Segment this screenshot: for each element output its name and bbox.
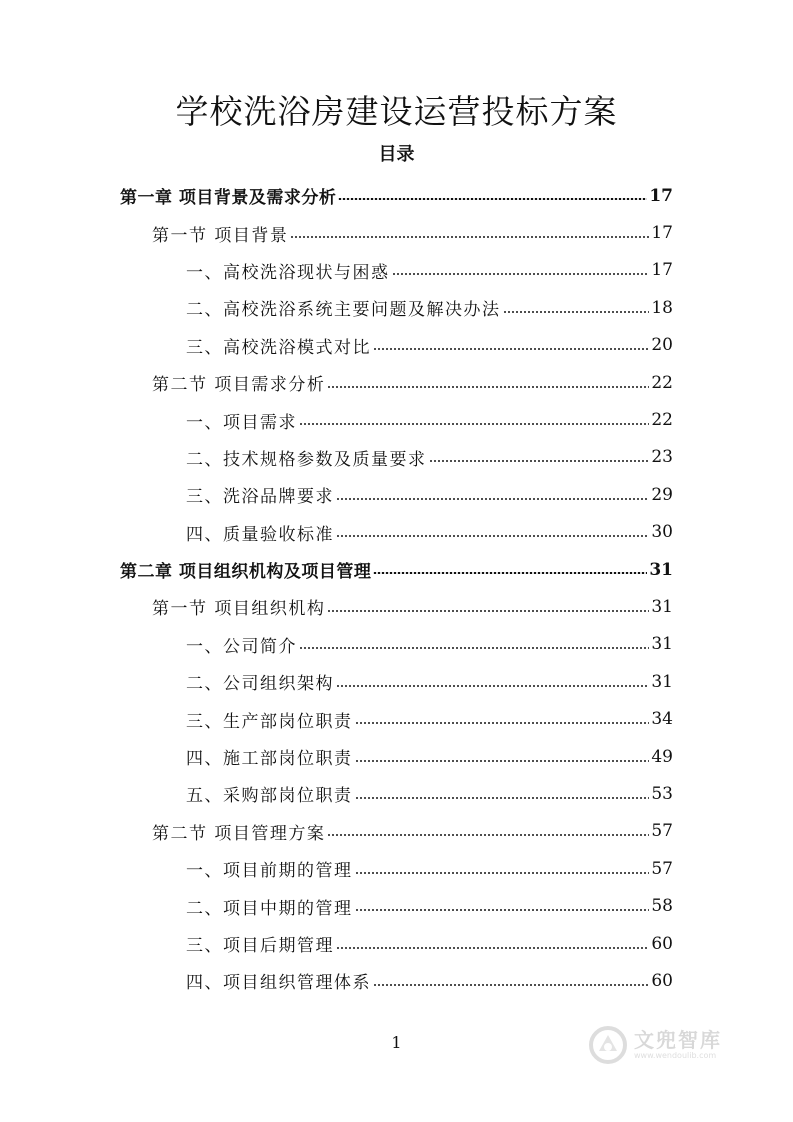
toc-entry-label: 四、质量验收标准 <box>186 524 334 545</box>
toc-leader-dots <box>327 834 649 836</box>
toc-entry-page: 17 <box>649 185 673 206</box>
toc-entry-page: 29 <box>651 484 673 505</box>
document-title: 学校洗浴房建设运营投标方案 <box>175 92 618 131</box>
toc-entry-page: 58 <box>651 896 673 917</box>
toc-entry[interactable] <box>0 327 793 364</box>
toc-entry-label: 第二章 项目组织机构及项目管理 <box>120 562 372 583</box>
toc-leader-dots <box>503 311 650 313</box>
toc-entry[interactable] <box>0 177 793 214</box>
page-number: 1 <box>391 1033 402 1052</box>
toc-leader-dots <box>299 647 649 649</box>
toc-leader-dots <box>373 572 647 575</box>
toc-entry-label: 一、公司简介 <box>186 636 297 657</box>
toc-entry-page: 23 <box>651 447 673 468</box>
toc-entry[interactable] <box>0 962 793 999</box>
toc-entry-page: 30 <box>651 522 673 543</box>
watermark-url: www.wendoulib.com <box>634 1051 717 1060</box>
toc-entry[interactable] <box>0 813 793 850</box>
toc-entry-page: 31 <box>651 596 673 617</box>
toc-entry-label: 一、项目前期的管理 <box>186 861 353 882</box>
toc-leader-dots <box>373 348 649 350</box>
toc-entry-page: 31 <box>649 559 673 580</box>
toc-leader-dots <box>327 610 649 612</box>
toc-leader-dots <box>355 909 650 911</box>
wendou-logo-icon <box>588 1025 628 1065</box>
toc-entry[interactable] <box>0 252 793 289</box>
toc-entry[interactable] <box>0 626 793 663</box>
toc-leader-dots <box>355 760 650 762</box>
toc-entry-label: 第一节 项目背景 <box>152 225 289 246</box>
toc-entry[interactable] <box>0 551 793 588</box>
toc-leader-dots <box>338 198 647 201</box>
toc-entry-label: 二、高校洗浴系统主要问题及解决办法 <box>186 300 501 321</box>
toc-entry-page: 53 <box>651 783 673 804</box>
toc-entry-label: 第一节 项目组织机构 <box>152 599 326 620</box>
toc-leader-dots <box>429 460 650 462</box>
toc-entry-label: 四、项目组织管理体系 <box>186 973 371 994</box>
toc-entry[interactable] <box>0 700 793 737</box>
toc-entry[interactable] <box>0 588 793 625</box>
toc-entry[interactable] <box>0 401 793 438</box>
toc-entry[interactable] <box>0 663 793 700</box>
toc-entry[interactable] <box>0 214 793 251</box>
toc-entry-label: 二、公司组织架构 <box>186 674 334 695</box>
toc-leader-dots <box>355 872 650 874</box>
toc-entry-page: 31 <box>651 634 673 655</box>
toc-entry-label: 二、项目中期的管理 <box>186 898 353 919</box>
toc-entry-page: 22 <box>651 372 673 393</box>
toc-entry[interactable] <box>0 439 793 476</box>
toc-leader-dots <box>327 386 649 388</box>
toc-entry-page: 60 <box>651 933 673 954</box>
toc-entry-page: 57 <box>651 821 673 842</box>
toc-entry-label: 三、生产部岗位职责 <box>186 711 353 732</box>
toc-entry[interactable] <box>0 364 793 401</box>
toc-entry-page: 17 <box>651 260 673 281</box>
toc-entry[interactable] <box>0 738 793 775</box>
toc-entry[interactable] <box>0 925 793 962</box>
toc-entry-page: 60 <box>651 970 673 991</box>
watermark-text-group <box>634 1029 722 1061</box>
toc-entry-page: 49 <box>651 746 673 767</box>
watermark-text: 文兜智库 <box>634 1028 722 1052</box>
toc-entry-page: 18 <box>651 297 673 318</box>
toc-leader-dots <box>336 947 649 949</box>
toc-entry-label: 第二节 项目需求分析 <box>152 375 326 396</box>
toc-entry[interactable] <box>0 850 793 887</box>
toc-entry-page: 22 <box>651 410 673 431</box>
toc-entry-label: 第一章 项目背景及需求分析 <box>120 188 337 209</box>
toc-entry[interactable] <box>0 289 793 326</box>
toc-entry[interactable] <box>0 476 793 513</box>
toc-leader-dots <box>392 273 650 275</box>
toc-entry-label: 一、项目需求 <box>186 412 297 433</box>
toc-leader-dots <box>290 236 649 238</box>
toc-leader-dots <box>355 722 650 724</box>
toc-heading: 目录 <box>378 144 415 165</box>
toc-leader-dots <box>336 535 649 537</box>
toc-entry-page: 20 <box>651 335 673 356</box>
toc-entry-label: 四、施工部岗位职责 <box>186 749 353 770</box>
toc-leader-dots <box>299 423 649 425</box>
toc-leader-dots <box>355 797 650 799</box>
toc-leader-dots <box>336 685 649 687</box>
toc-entry[interactable] <box>0 887 793 924</box>
toc-entry-label: 一、高校洗浴现状与困惑 <box>186 262 390 283</box>
toc-entry-label: 三、洗浴品牌要求 <box>186 487 334 508</box>
toc-entry-label: 第二节 项目管理方案 <box>152 823 326 844</box>
toc-entry-label: 三、高校洗浴模式对比 <box>186 337 371 358</box>
table-of-contents <box>0 177 793 1000</box>
watermark <box>588 1018 758 1072</box>
toc-entry-label: 五、采购部岗位职责 <box>186 786 353 807</box>
toc-entry-label: 二、技术规格参数及质量要求 <box>186 449 427 470</box>
toc-entry[interactable] <box>0 775 793 812</box>
toc-entry-page: 57 <box>651 858 673 879</box>
toc-entry-page: 17 <box>651 223 673 244</box>
toc-leader-dots <box>336 498 649 500</box>
toc-entry[interactable] <box>0 514 793 551</box>
toc-entry-label: 三、项目后期管理 <box>186 936 334 956</box>
toc-leader-dots <box>373 984 649 986</box>
toc-entry-page: 34 <box>651 709 673 730</box>
toc-entry-page: 31 <box>651 671 673 692</box>
